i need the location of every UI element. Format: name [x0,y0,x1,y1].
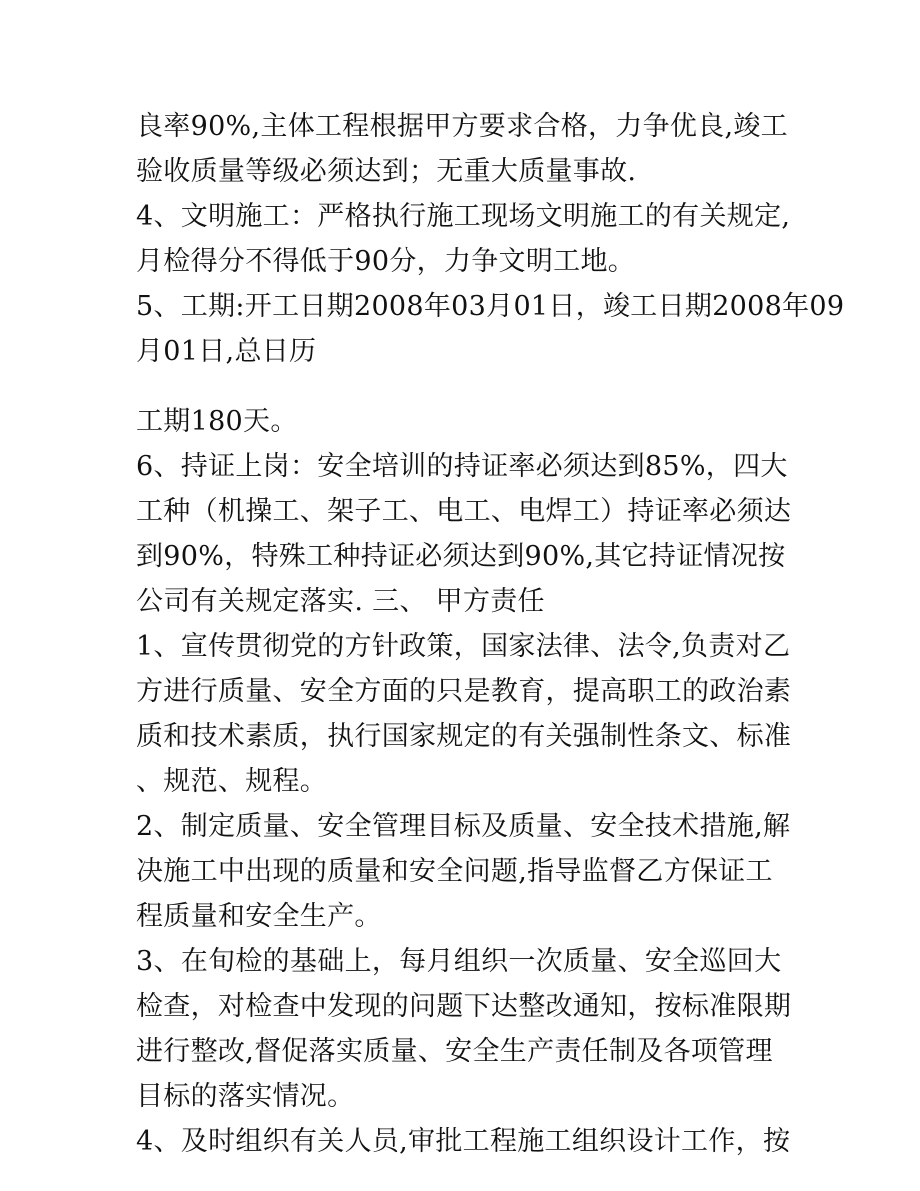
text-line: 3、在旬检的基础上，每月组织一次质量、安全巡回大 [136,946,782,977]
text-line: 1、宣传贯彻党的方针政策，国家法律、法令,负责对乙 [136,631,791,662]
text-line: 5、工期:开工日期2008年03月01日，竣工日期2008年09 [136,291,845,322]
text-line: 6、持证上岗：安全培训的持证率必须达到85%，四大 [136,451,788,482]
text-line: 程质量和安全生产。 [136,901,382,932]
text-line: 4、及时组织有关人员,审批工程施工组织设计工作，按 [136,1126,791,1157]
text-line: 验收质量等级必须达到；无重大质量事故. [136,156,637,187]
text-line: 良率90%,主体工程根据甲方要求合格，力争优良,竣工 [136,111,788,142]
text-line: 2、制定质量、安全管理目标及质量、安全技术措施,解 [136,811,791,842]
text-line: 工种（机操工、架子工、电工、电焊工）持证率必须达 [136,496,792,527]
document-body [136,104,845,1164]
text-line: 公司有关规定落实. 三、 甲方责任 [136,586,545,617]
text-line: 4、文明施工：严格执行施工现场文明施工的有关规定, [136,201,791,232]
paragraph-gap [136,374,796,399]
text-line: 到90%，特殊工种持证必须达到90%,其它持证情况按 [136,541,786,572]
text-line: 检查，对检查中发现的问题下达整改通知，按标准限期 [136,991,792,1022]
text-line: 决施工中出现的质量和安全问题,指导监督乙方保证工 [136,856,773,887]
text-line: 目标的落实情况。 [136,1081,355,1112]
text-line: 进行整改,督促落实质量、安全生产责任制及各项管理 [136,1036,773,1067]
text-line: 方进行质量、安全方面的只是教育，提高职工的政治素 [136,676,792,707]
text-line: 月检得分不得低于90分，力争文明工地。 [136,246,636,277]
text-line: 月01日,总日历 [136,336,317,367]
text-line: 、规范、规程。 [136,766,328,797]
text-line: 工期180天。 [136,406,298,437]
text-line: 质和技术素质，执行国家规定的有关强制性条文、标准 [136,721,792,752]
